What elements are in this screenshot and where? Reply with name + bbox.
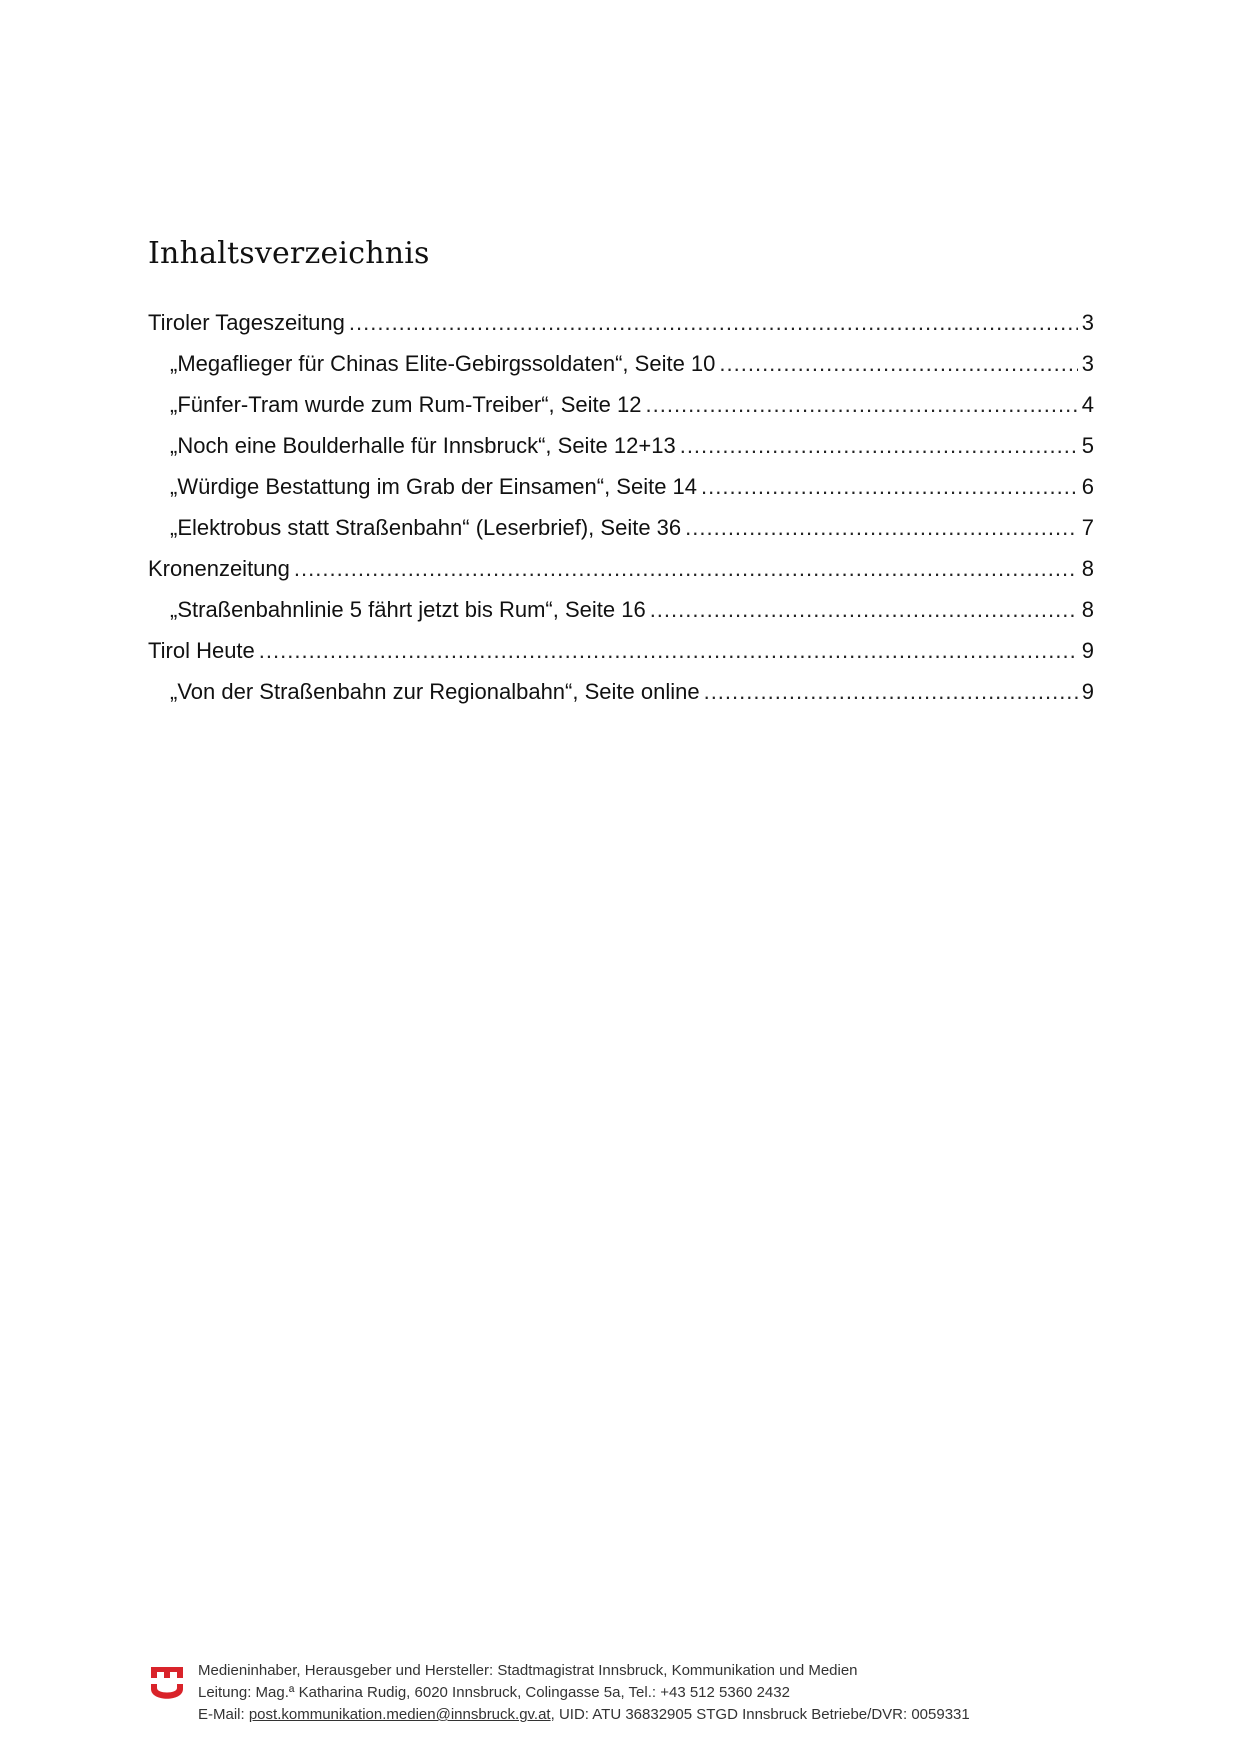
- footer-text: [198, 1660, 970, 1726]
- toc-entry-label: „Fünfer-Tram wurde zum Rum-Treiber“, Seite 12: [170, 392, 642, 417]
- toc-entry-label: „Würdige Bestattung im Grab der Einsamen“, Seite 14: [170, 474, 698, 499]
- toc-leader-dots: [646, 384, 1078, 425]
- toc-entry-label: Kronenzeitung: [148, 556, 290, 581]
- footer-uid: , UID: ATU 36832905 STGD Innsbruck Betriebe/DVR: 0059331: [550, 1706, 970, 1723]
- toc-leader-dots: [650, 589, 1078, 630]
- toc-article-entry[interactable]: [148, 671, 1094, 712]
- toc-leader-dots: [685, 507, 1078, 548]
- table-of-contents: [148, 302, 1094, 712]
- toc-entry-label: „Megaflieger für Chinas Elite-Gebirgssoldaten“, Seite 10: [170, 351, 716, 376]
- footer-email-link[interactable]: post.kommunikation.medien@innsbruck.gv.at: [248, 1706, 551, 1723]
- toc-page-number: 9: [1081, 679, 1094, 704]
- toc-page-number: 3: [1081, 310, 1094, 335]
- toc-article-entry[interactable]: [148, 589, 1094, 630]
- footer-email-prefix: E-Mail:: [198, 1706, 249, 1723]
- toc-entry-label: „Elektrobus statt Straßenbahn“ (Leserbrief), Seite 36: [170, 515, 682, 540]
- toc-section-entry[interactable]: [148, 302, 1094, 343]
- footer-line-management: Leitung: Mag.ª Katharina Rudig, 6020 Innsbruck, Colingasse 5a, Tel.: +43 512 5360 2432: [198, 1684, 790, 1701]
- innsbruck-logo-icon: [150, 1664, 184, 1704]
- toc-article-entry[interactable]: [148, 384, 1094, 425]
- toc-entry-label: „Noch eine Boulderhalle für Innsbruck“, Seite 12+13: [170, 433, 676, 458]
- toc-page-number: 7: [1081, 515, 1094, 540]
- toc-leader-dots: [701, 466, 1078, 507]
- toc-page-number: 8: [1081, 597, 1094, 622]
- toc-leader-dots: [294, 548, 1078, 589]
- toc-page-number: 8: [1081, 556, 1094, 581]
- footer-line-publisher: Medieninhaber, Herausgeber und Hersteller: Stadtmagistrat Innsbruck, Kommunikation und Medien: [198, 1662, 858, 1679]
- toc-entry-label: Tiroler Tageszeitung: [148, 310, 345, 335]
- toc-leader-dots: [259, 630, 1078, 671]
- toc-article-entry[interactable]: [148, 507, 1094, 548]
- footer: [150, 1660, 1090, 1730]
- toc-leader-dots: [719, 343, 1077, 384]
- page-title: Inhaltsverzeichnis: [148, 236, 430, 271]
- toc-article-entry[interactable]: [148, 425, 1094, 466]
- toc-article-entry[interactable]: [148, 343, 1094, 384]
- toc-section-entry[interactable]: [148, 630, 1094, 671]
- toc-page-number: 3: [1081, 351, 1094, 376]
- toc-page-number: 5: [1081, 433, 1094, 458]
- toc-page-number: 9: [1081, 638, 1094, 663]
- toc-page-number: 6: [1081, 474, 1094, 499]
- toc-page-number: 4: [1081, 392, 1094, 417]
- toc-leader-dots: [704, 671, 1078, 712]
- toc-entry-label: Tirol Heute: [148, 638, 255, 663]
- toc-leader-dots: [680, 425, 1078, 466]
- toc-entry-label: „Von der Straßenbahn zur Regionalbahn“, Seite online: [170, 679, 700, 704]
- footer-line-contact: [198, 1704, 970, 1726]
- toc-section-entry[interactable]: [148, 548, 1094, 589]
- toc-entry-label: „Straßenbahnlinie 5 fährt jetzt bis Rum“, Seite 16: [170, 597, 646, 622]
- toc-article-entry[interactable]: [148, 466, 1094, 507]
- toc-leader-dots: [349, 302, 1078, 343]
